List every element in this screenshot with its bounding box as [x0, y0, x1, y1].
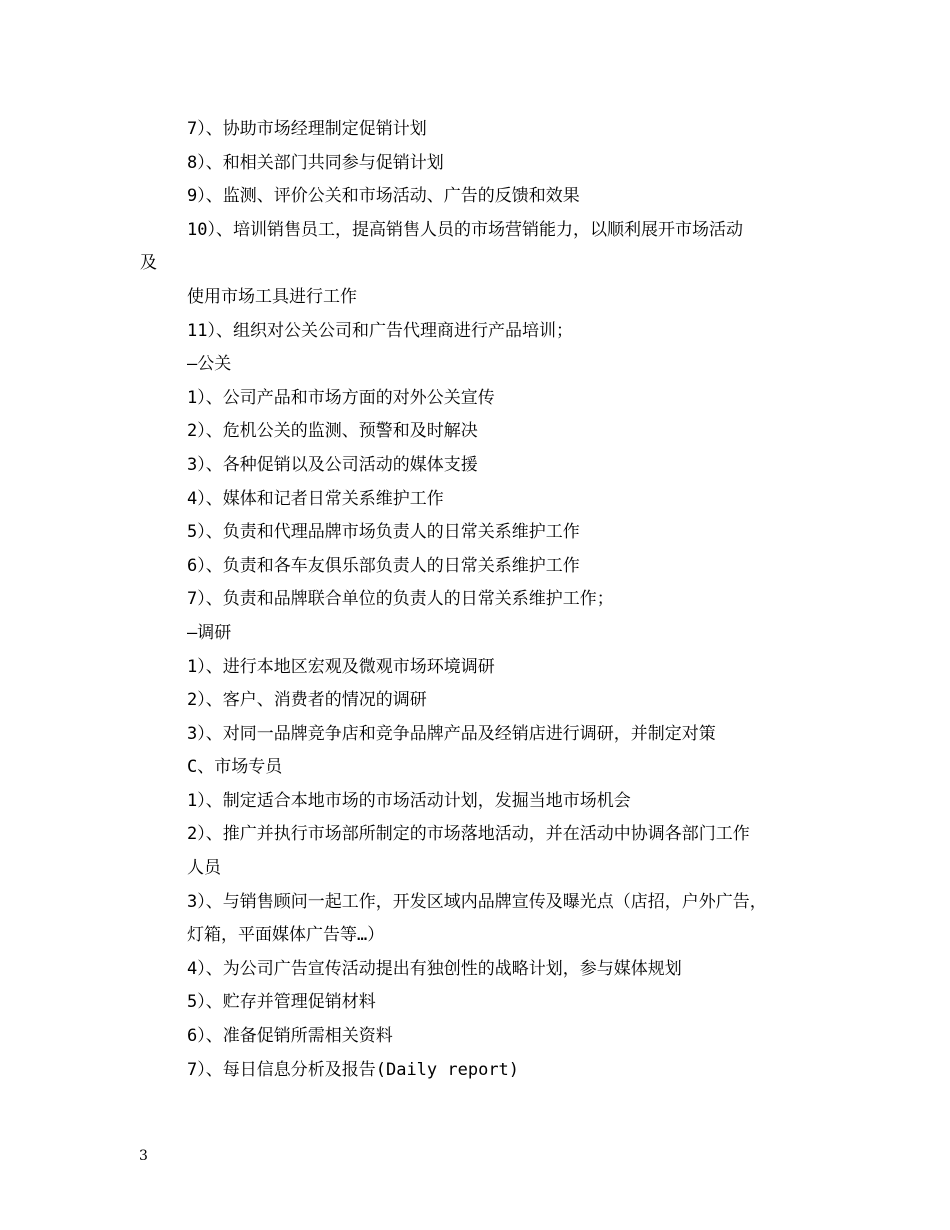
- text-line: 8）、和相关部门共同参与促销计划: [187, 152, 444, 173]
- document-body: [0, 113, 950, 1087]
- text-line: 灯箱，平面媒体广告等…）: [187, 925, 385, 946]
- text-line: 3）、各种促销以及公司活动的媒体支援: [187, 454, 478, 475]
- text-line: 5）、贮存并管理促销材料: [187, 992, 376, 1013]
- text-line: 1）、公司产品和市场方面的对外公关宣传: [187, 387, 495, 408]
- text-line: 1）、进行本地区宏观及微观市场环境调研: [187, 656, 495, 677]
- text-line: —公关: [187, 354, 232, 375]
- text-line: C、市场专员: [187, 757, 283, 778]
- text-line: 1）、制定适合本地市场的市场活动计划，发掘当地市场机会: [187, 790, 631, 811]
- text-line: 7）、每日信息分析及报告(Daily report): [187, 1059, 520, 1080]
- text-line: —调研: [187, 622, 232, 643]
- text-line: 4）、媒体和记者日常关系维护工作: [187, 488, 444, 509]
- page-number: 3: [139, 1148, 148, 1164]
- text-line: 及: [140, 253, 157, 274]
- text-line: 2）、推广并执行市场部所制定的市场落地活动，并在活动中协调各部门工作: [187, 824, 750, 845]
- text-line: 7）、负责和品牌联合单位的负责人的日常关系维护工作；: [187, 589, 614, 610]
- text-line: 使用市场工具进行工作: [187, 286, 357, 307]
- text-line: 5）、负责和代理品牌市场负责人的日常关系维护工作: [187, 522, 580, 543]
- text-line: 3）、对同一品牌竞争店和竞争品牌产品及经销店进行调研，并制定对策: [187, 723, 716, 744]
- text-line: 人员: [187, 858, 221, 879]
- text-line: 2）、客户、消费者的情况的调研: [187, 690, 427, 711]
- text-line: 7）、协助市场经理制定促销计划: [187, 119, 427, 139]
- text-line: 6）、准备促销所需相关资料: [187, 1026, 393, 1047]
- text-line: 2）、危机公关的监测、预警和及时解决: [187, 421, 478, 442]
- text-line: 11）、组织对公关公司和广告代理商进行产品培训；: [187, 320, 573, 341]
- text-line: 3）、与销售顾问一起工作，开发区域内品牌宣传及曝光点（店招，户外广告，: [187, 891, 767, 912]
- text-line: 4）、为公司广告宣传活动提出有独创性的战略计划，参与媒体规划: [187, 958, 682, 979]
- text-line: 10）、培训销售员工，提高销售人员的市场营销能力，以顺利展开市场活动: [187, 219, 743, 240]
- text-line: 6）、负责和各车友俱乐部负责人的日常关系维护工作: [187, 555, 580, 576]
- text-line: 9）、监测、评价公关和市场活动、广告的反馈和效果: [187, 186, 580, 207]
